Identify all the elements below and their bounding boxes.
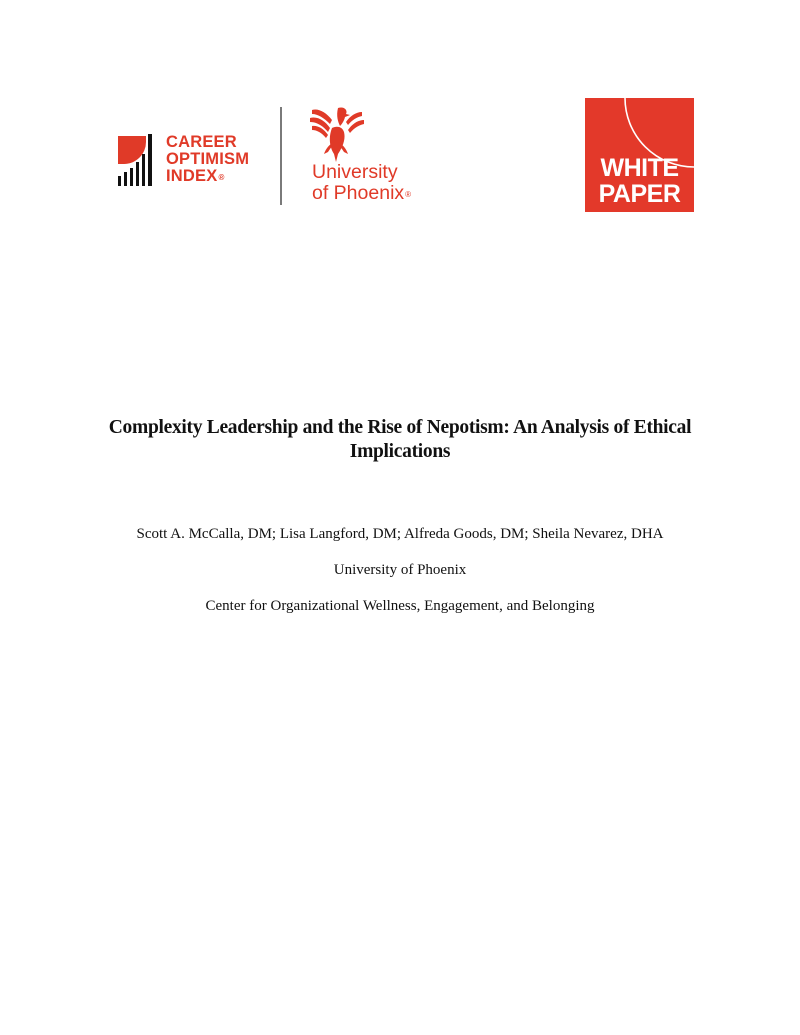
career-optimism-index-wordmark [166,134,249,185]
logo-text-university: University [312,161,398,183]
logo-text-index-line [166,168,249,185]
phoenix-bird-icon [308,104,366,164]
career-optimism-index-logo [116,132,266,188]
logo-divider [280,107,282,205]
badge-text [585,155,694,207]
white-paper-badge [585,98,694,212]
author-list: Scott A. McCalla, DM; Lisa Langford, DM; Alfreda Goods, DM; Sheila Nevarez, DHA [136,526,664,542]
institution-name: University of Phoenix [333,562,467,578]
signal-bars-icon [116,132,156,186]
registered-mark: ® [405,190,412,199]
document-title: Complexity Leadership and the Rise of Nepotism: An Analysis of Ethical Implications [108,417,692,462]
badge-text-white: WHITE [600,154,679,182]
logo-text-of-phoenix-line [312,183,411,204]
university-of-phoenix-wordmark [312,162,411,204]
logo-text-of-phoenix: of Phoenix [312,182,405,204]
logo-text-index: INDEX [166,167,218,185]
badge-text-paper: PAPER [598,180,681,208]
logo-text-career: CAREER [166,133,237,151]
university-of-phoenix-logo [298,104,428,208]
center-name: Center for Organizational Wellness, Engagement, and Belonging [205,598,595,614]
registered-mark: ® [218,173,225,182]
logo-text-optimism: OPTIMISM [166,150,250,168]
